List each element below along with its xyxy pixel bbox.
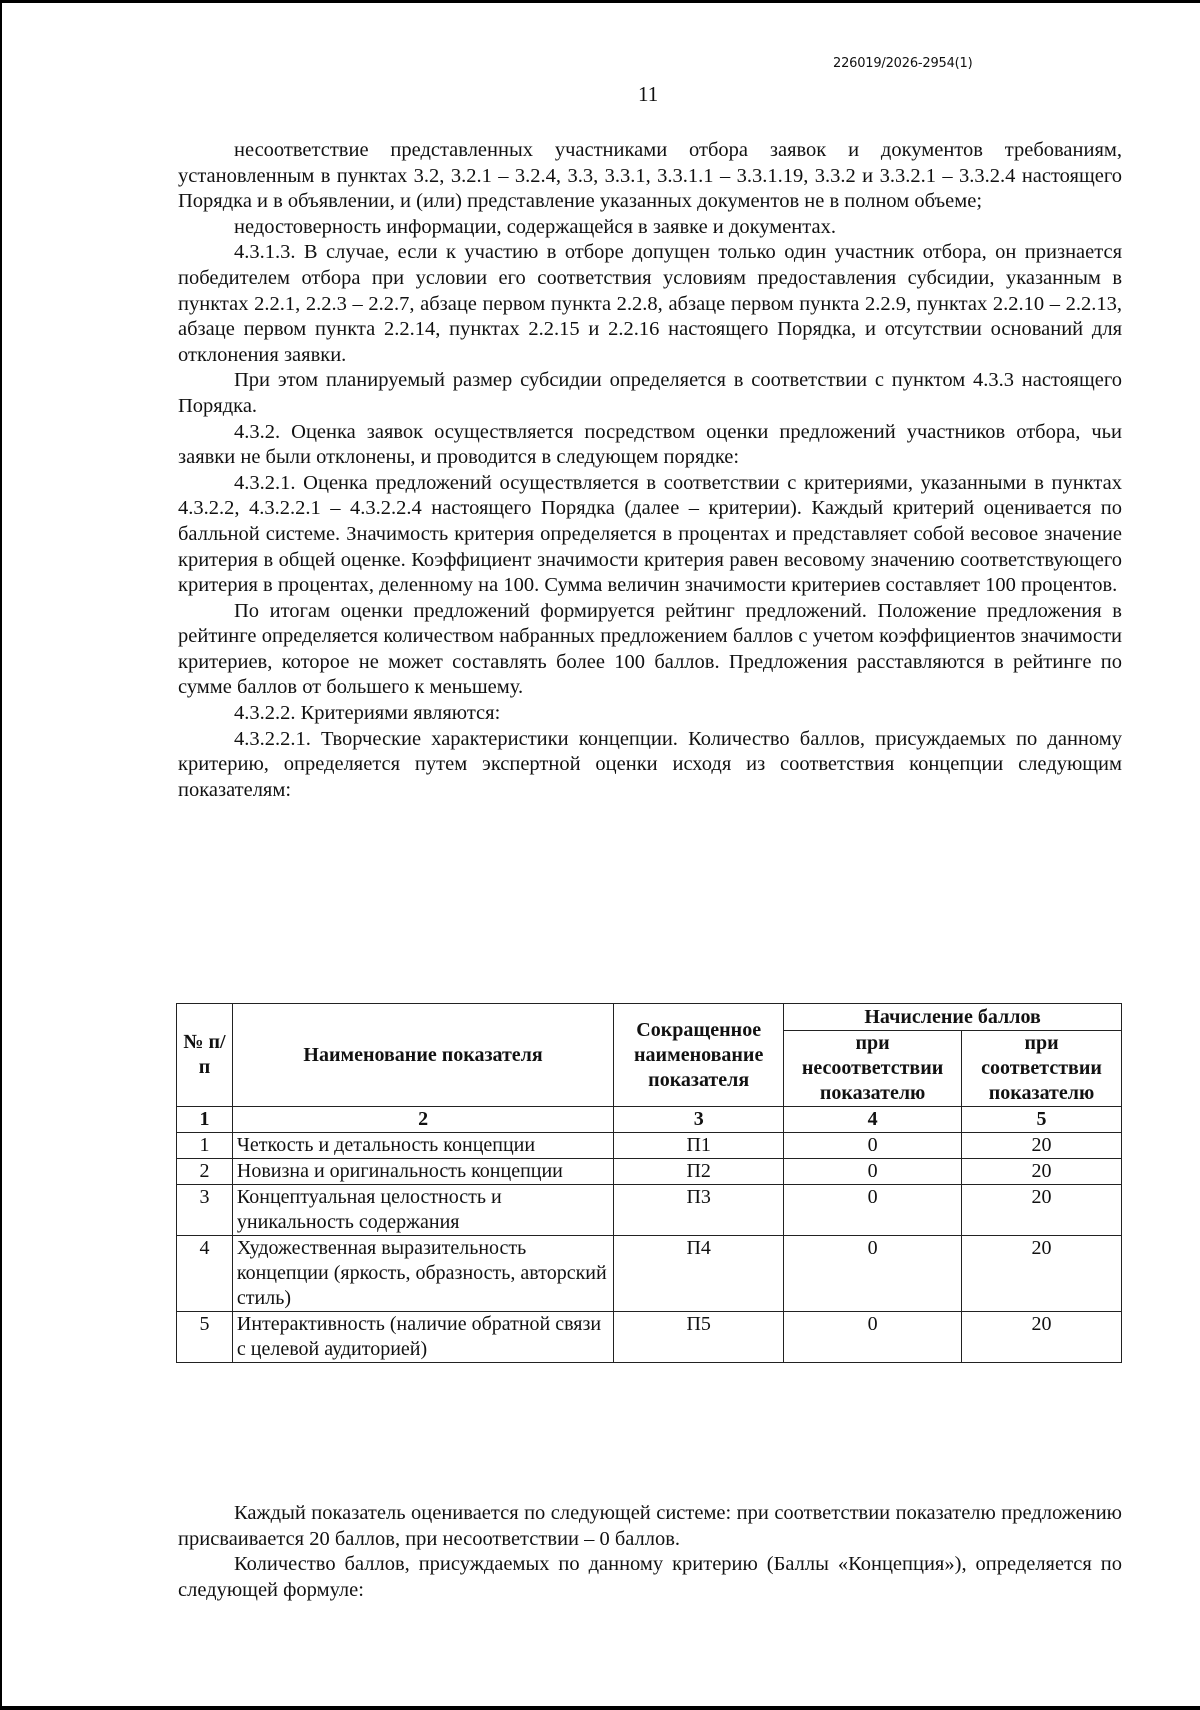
header-match: при соответствии показателю: [962, 1031, 1122, 1107]
paragraph: недостоверность информации, содержащейся в заявке и документах.: [234, 215, 836, 238]
header-num: № п/п: [177, 1004, 233, 1107]
table-row: [177, 1185, 1122, 1236]
paragraph: По итогам оценки предложений формируется рейтинг предложений. Положение предложения в рейтинге определяется количеством набранных предложением баллов с учетом коэффициентов значимости критериев, которое не может составлять более 100 баллов. Предложения расставляются в рейтинге по сумме баллов от большего к меньшему.: [178, 599, 1122, 699]
row-name: Интерактивность (наличие обратной связи с целевой аудиторией): [232, 1312, 613, 1363]
row-mismatch-points: 0: [784, 1312, 962, 1363]
scan-border-top: [0, 0, 1200, 3]
body-text-after-table: [178, 1501, 1122, 1603]
header-mismatch: при несоответствии показателю: [784, 1031, 962, 1107]
row-name: Концептуальная целостность и уникальность содержания: [232, 1185, 613, 1236]
row-num: 4: [177, 1236, 233, 1312]
column-numbers-row: [177, 1107, 1122, 1133]
paragraph: Каждый показатель оценивается по следующей системе: при соответствии показателю предложению присваивается 20 баллов, при несоответствии – 0 баллов.: [178, 1502, 1122, 1550]
row-match-points: 20: [962, 1236, 1122, 1312]
row-short-name: П4: [614, 1236, 784, 1312]
paragraph: При этом планируемый размер субсидии определяется в соответствии с пунктом 4.3.3 настоящего Порядка.: [178, 369, 1122, 417]
row-mismatch-points: 0: [784, 1236, 962, 1312]
row-name: Художественная выразительность концепции (яркость, образность, авторский стиль): [232, 1236, 613, 1312]
table-row: [177, 1236, 1122, 1312]
row-mismatch-points: 0: [784, 1133, 962, 1159]
table-header-row: [177, 1004, 1122, 1031]
paragraph: 4.3.2.1. Оценка предложений осуществляется в соответствии с критериями, указанными в пунктах 4.3.2.2, 4.3.2.2.1 – 4.3.2.2.4 настоящего Порядка (далее – критерии). Каждый критерий оценивается по балльной системе. Значимость критерия определяется в процентах и представляет собой весовое значение критерия в общей оценке. Коэффициент значимости критерия равен весовому значению соответствующего критерия в процентах, деленному на 100. Сумма величин значимости критериев составляет 100 процентов.: [178, 471, 1122, 597]
paragraph: 4.3.2.2.1. Творческие характеристики концепции. Количество баллов, присуждаемых по данному критерию, определяется путем экспертной оценки исходя из соответствия концепции следующим показателям:: [178, 727, 1122, 801]
table-row: [177, 1159, 1122, 1185]
column-number: 4: [784, 1107, 962, 1133]
row-match-points: 20: [962, 1159, 1122, 1185]
column-number: 3: [614, 1107, 784, 1133]
page-number: 11: [638, 82, 659, 106]
paragraph: несоответствие представленных участниками отбора заявок и документов требованиям, установленным в пунктах 3.2, 3.2.1 – 3.2.4, 3.3, 3.3.1, 3.3.1.1 – 3.3.1.19, 3.3.2 и 3.3.2.1 – 3.3.2.4 настоящего Порядка и в объявлении, и (или) представление указанных документов не в полном объеме;: [178, 139, 1122, 213]
scan-border-left: [0, 0, 2, 1710]
paragraph: Количество баллов, присуждаемых по данному критерию (Баллы «Концепция»), определяется по следующей формуле:: [178, 1553, 1122, 1601]
header-points-group: Начисление баллов: [784, 1004, 1122, 1031]
scan-border-bottom: [0, 1706, 1200, 1710]
document-id: 226019/2026-2954(1): [833, 56, 973, 71]
table-row: [177, 1312, 1122, 1363]
row-mismatch-points: 0: [784, 1185, 962, 1236]
row-mismatch-points: 0: [784, 1159, 962, 1185]
column-number: 1: [177, 1107, 233, 1133]
row-name: Четкость и детальность концепции: [232, 1133, 613, 1159]
row-match-points: 20: [962, 1312, 1122, 1363]
paragraph: 4.3.2. Оценка заявок осуществляется посредством оценки предложений участников отбора, чьи заявки не были отклонены, и проводится в следующем порядке:: [178, 420, 1122, 469]
indicators-table: [176, 1003, 1122, 1363]
row-name: Новизна и оригинальность концепции: [232, 1159, 613, 1185]
row-short-name: П2: [614, 1159, 784, 1185]
row-short-name: П1: [614, 1133, 784, 1159]
row-num: 1: [177, 1133, 233, 1159]
paragraph: 4.3.2.2. Критериями являются:: [234, 702, 501, 725]
column-number: 5: [962, 1107, 1122, 1133]
header-name: Наименование показателя: [232, 1004, 613, 1107]
row-short-name: П3: [614, 1185, 784, 1236]
row-num: 3: [177, 1185, 233, 1236]
table-row: [177, 1133, 1122, 1159]
row-match-points: 20: [962, 1185, 1122, 1236]
row-num: 5: [177, 1312, 233, 1363]
header-short-name: Сокращенное наименование показателя: [614, 1004, 784, 1107]
row-num: 2: [177, 1159, 233, 1185]
column-number: 2: [232, 1107, 613, 1133]
paragraph: 4.3.1.3. В случае, если к участию в отборе допущен только один участник отбора, он признается победителем отбора при условии его соответствия условиям предоставления субсидии, указанным в пунктах 2.2.1, 2.2.3 – 2.2.7, абзаце первом пункта 2.2.8, абзаце первом пункта 2.2.9, пунктах 2.2.10 – 2.2.13, абзаце первом пункта 2.2.14, пунктах 2.2.15 и 2.2.16 настоящего Порядка, и отсутствии оснований для отклонения заявки.: [178, 241, 1122, 366]
row-match-points: 20: [962, 1133, 1122, 1159]
body-text: [178, 138, 1122, 803]
row-short-name: П5: [614, 1312, 784, 1363]
